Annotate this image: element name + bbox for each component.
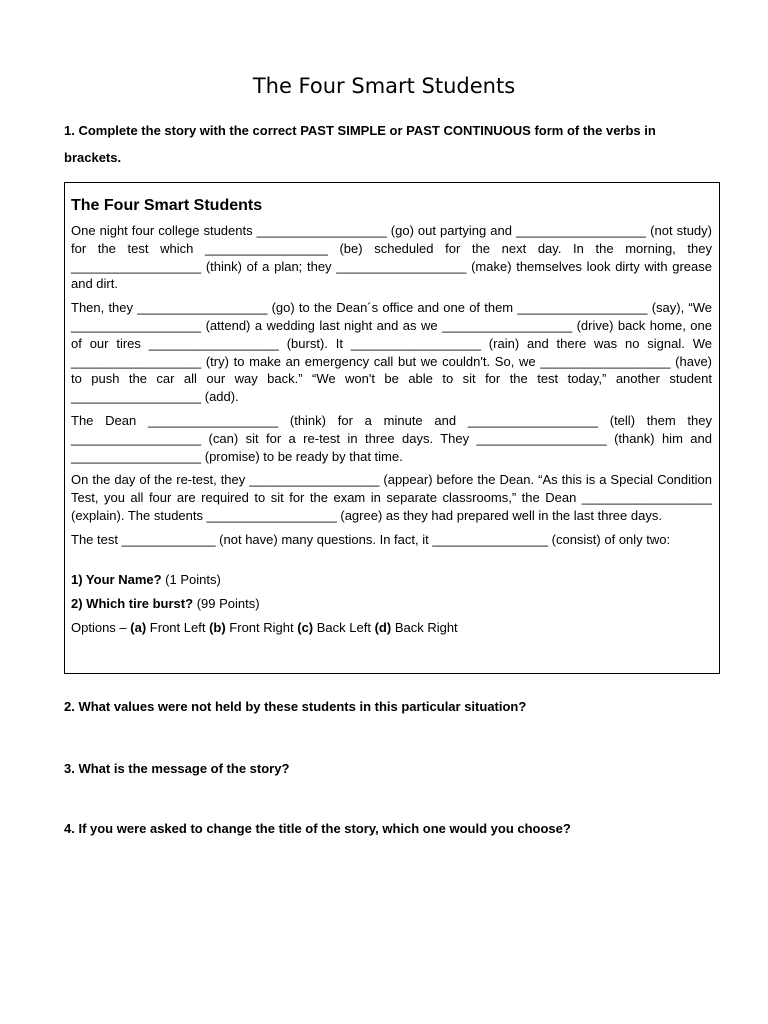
question-4: 4. If you were asked to change the title of the story, which one would you choose? — [64, 821, 571, 836]
story-paragraph-2: Then, they __________________ (go) to the Dean´s office and one of them __________________ (say), “We __________________ (attend) a wedding last night and as we __________________ (drive) back home, one of our tires __________________ (burst). It __________________ (rain) and there was no signal. We __________________ (try) to make an emergency call but we couldn't. So, we __________________ (have) to push the car all our way back.” “We won't be able to sit for the test today,” another student __________________ (add). — [71, 300, 712, 405]
page-title: The Four Smart Students — [252, 74, 516, 99]
spacer — [71, 555, 712, 571]
story-box — [64, 182, 720, 674]
options-prefix: Options – — [71, 619, 127, 635]
test-question-2-points: (99 Points) — [196, 595, 260, 611]
question-3: 3. What is the message of the story? — [64, 761, 290, 776]
option-d-text: Back Right — [394, 619, 458, 635]
option-b-text: Front Right — [229, 619, 294, 635]
option-a-text: Front Left — [149, 619, 206, 635]
question-2: 2. What values were not held by these students in this particular situation? — [64, 699, 527, 714]
exercise-instruction: 1. Complete the story with the correct PAST SIMPLE or PAST CONTINUOUS form of the verbs in brackets. — [64, 123, 656, 165]
option-d-key: (d) — [374, 619, 392, 635]
option-b-key: (b) — [209, 619, 226, 635]
test-question-2 — [71, 595, 712, 612]
test-question-1-label: 1) Your Name? — [71, 571, 162, 587]
test-question-2-label: 2) Which tire burst? — [71, 595, 194, 611]
answer-options — [71, 619, 712, 636]
option-c-key: (c) — [297, 619, 314, 635]
test-question-1-points: (1 Points) — [165, 571, 221, 587]
story-title: The Four Smart Students — [71, 197, 263, 214]
option-c-text: Back Left — [316, 619, 371, 635]
story-paragraph-1: One night four college students __________________ (go) out partying and __________________ (not study) for the test which _________________ (be) scheduled for the next day. In the morning, they __________________ (think) of a plan; they __________________ (make) themselves look dirty with grease and dirt. — [71, 223, 712, 292]
story-paragraph-4: On the day of the re-test, they __________________ (appear) before the Dean. “As this is a Special Condition Test, you all four are required to sit for the exam in separate classrooms,” the Dean __________________ (explain). The students __________________ (agree) as they had prepared well in the last three days. — [71, 472, 712, 523]
test-question-1 — [71, 571, 712, 588]
option-a-key: (a) — [130, 619, 147, 635]
story-paragraph-3: The Dean __________________ (think) for a minute and __________________ (tell) them they __________________ (can) sit for a re-test in three days. They __________________ (thank) him and __________________ (promise) to be ready by that time. — [71, 412, 712, 464]
story-paragraph-5: The test _____________ (not have) many questions. In fact, it ________________ (consist) of only two: — [71, 531, 671, 547]
